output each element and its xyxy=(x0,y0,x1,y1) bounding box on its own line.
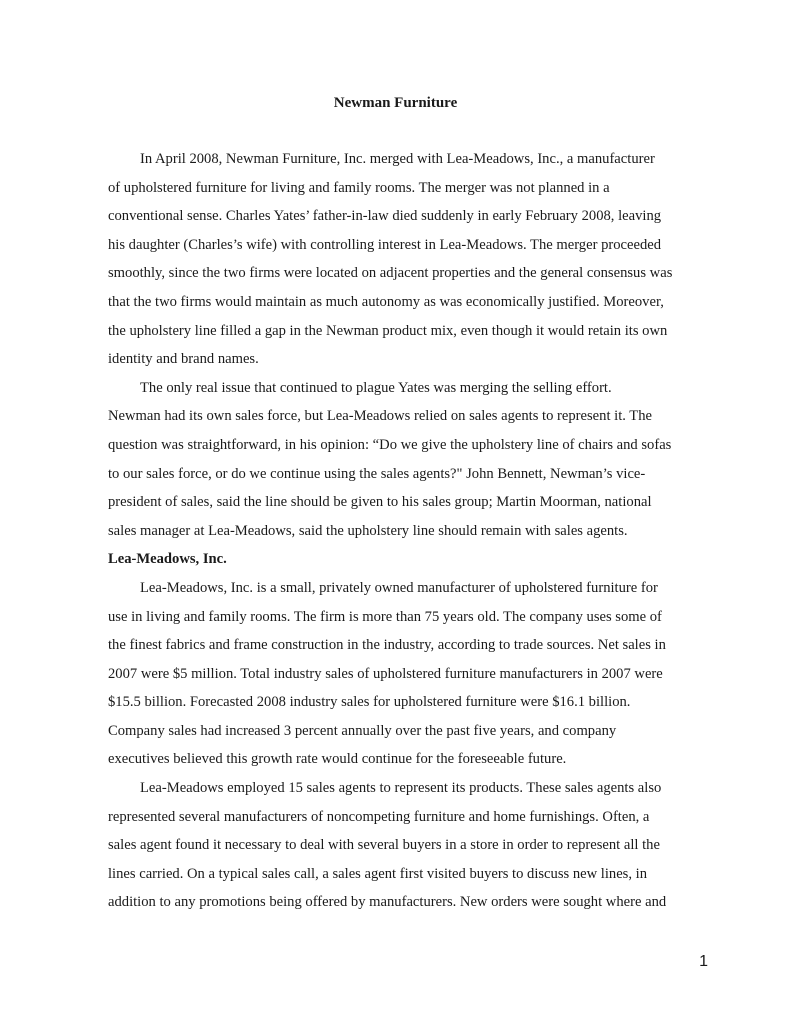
text-line: sales agent found it necessary to deal with several buyers in a store in order to represent all the xyxy=(108,837,660,854)
text-line: use in living and family rooms. The firm is more than 75 years old. The company uses some of xyxy=(108,608,662,625)
text-line: question was straightforward, in his opinion: “Do we give the upholstery line of chairs and sofas xyxy=(108,436,672,453)
text-line: Company sales had increased 3 percent annually over the past five years, and company xyxy=(108,722,617,739)
text-line: 2007 were $5 million. Total industry sales of upholstered furniture manufacturers in 2007 were xyxy=(108,665,663,682)
text-line: of upholstered furniture for living and family rooms. The merger was not planned in a xyxy=(108,179,610,196)
text-line: Lea-Meadows employed 15 sales agents to represent its products. These sales agents also xyxy=(140,780,662,797)
text-line: identity and brand names. xyxy=(108,351,259,368)
text-line: sales manager at Lea-Meadows, said the upholstery line should remain with sales agents. xyxy=(108,522,628,539)
text-line: represented several manufacturers of noncompeting furniture and home furnishings. Often, a xyxy=(108,808,650,825)
paragraph-company-profile xyxy=(108,574,696,774)
text-line: $15.5 billion. Forecasted 2008 industry sales for upholstered furniture were $16.1 billion. xyxy=(108,694,631,711)
text-line: lines carried. On a typical sales call, a sales agent first visited buyers to discuss new lines, in xyxy=(108,865,648,882)
text-line: the upholstery line filled a gap in the Newman product mix, even though it would retain its own xyxy=(108,322,668,339)
text-line: Newman had its own sales force, but Lea-Meadows relied on sales agents to represent it. The xyxy=(108,408,652,425)
text-line: Lea-Meadows, Inc. is a small, privately owned manufacturer of upholstered furniture for xyxy=(140,579,658,596)
text-line: smoothly, since the two firms were located on adjacent properties and the general consensus was xyxy=(108,265,673,282)
text-line: his daughter (Charles’s wife) with controlling interest in Lea-Meadows. The merger proceeded xyxy=(108,236,662,253)
page-number: 1 xyxy=(699,953,708,970)
section-heading: Lea-Meadows, Inc. xyxy=(108,551,227,568)
document-body xyxy=(108,145,696,917)
text-line: president of sales, said the line should be given to his sales group; Martin Moorman, national xyxy=(108,494,652,511)
text-line: In April 2008, Newman Furniture, Inc. merged with Lea-Meadows, Inc., a manufacturer xyxy=(140,151,655,167)
document-title: Newman Furniture xyxy=(333,95,458,111)
text-line: addition to any promotions being offered by manufacturers. New orders were sought where and xyxy=(108,894,667,911)
text-line: The only real issue that continued to plague Yates was merging the selling effort. xyxy=(140,379,612,396)
text-line: executives believed this growth rate would continue for the foreseeable future. xyxy=(108,751,567,768)
text-line: to our sales force, or do we continue using the sales agents?" John Bennett, Newman’s vice- xyxy=(108,465,646,482)
paragraph-selling-issue xyxy=(108,374,696,546)
text-line: conventional sense. Charles Yates’ father-in-law died suddenly in early February 2008, leaving xyxy=(108,208,662,225)
paragraph-merger-intro xyxy=(108,145,696,374)
text-line: that the two firms would maintain as much autonomy as was economically justified. Moreover, xyxy=(108,293,664,310)
text-line: the finest fabrics and frame construction in the industry, according to trade sources. Net sales in xyxy=(108,637,666,654)
paragraph-sales-agents xyxy=(108,774,696,917)
